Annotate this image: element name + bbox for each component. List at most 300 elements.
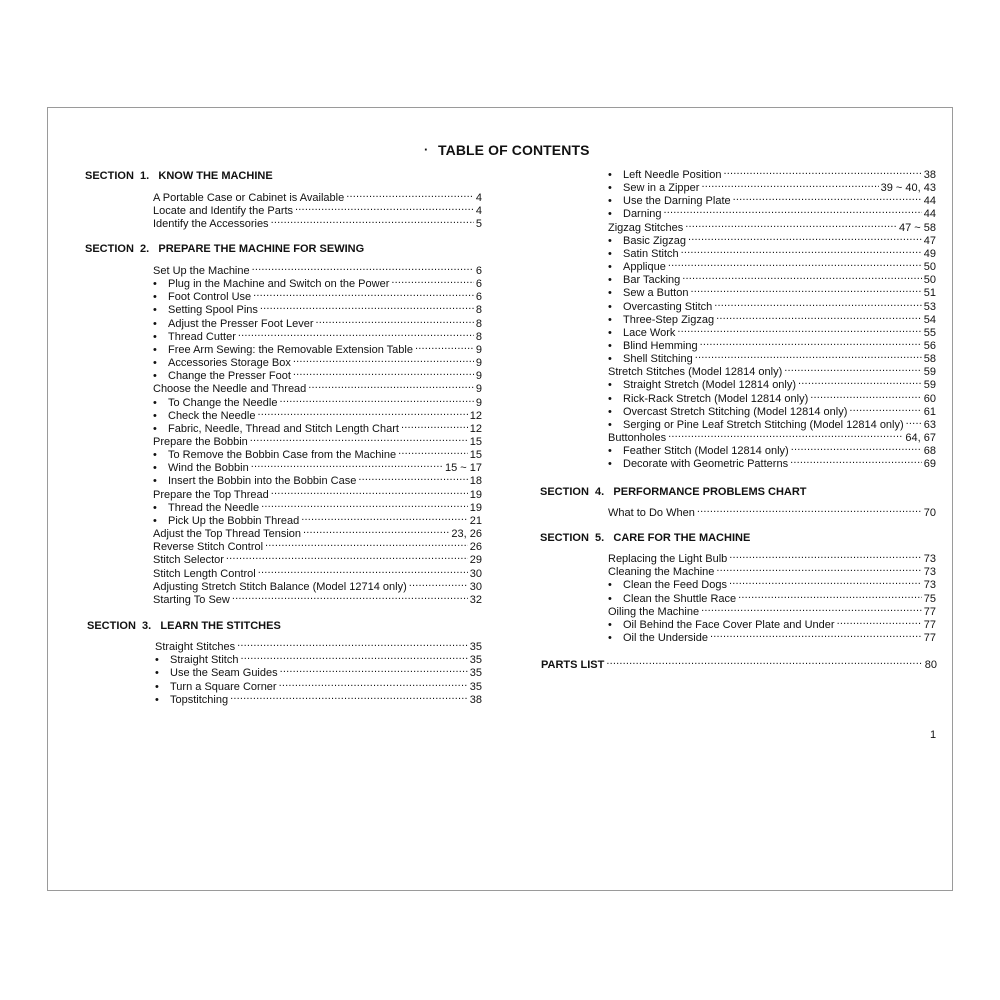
toc-entry[interactable]	[153, 473, 482, 486]
dot-leader	[716, 564, 921, 575]
toc-entry-label: Set Up the Machine	[153, 265, 250, 277]
toc-entry[interactable]	[155, 639, 482, 652]
toc-entry[interactable]	[155, 652, 482, 665]
toc-entry-label: Cleaning the Machine	[608, 566, 715, 579]
toc-entry-page: 15	[469, 449, 482, 462]
bullet-icon: •	[608, 631, 612, 644]
toc-entry-page: 26	[469, 541, 482, 554]
toc-entry[interactable]	[608, 325, 936, 338]
section-heading-3: SECTION 3. LEARN THE STITCHES	[87, 620, 281, 632]
dot-leader	[279, 395, 473, 406]
toc-entry-page: 8	[475, 330, 482, 343]
bullet-icon: •	[155, 680, 159, 693]
bullet-icon: •	[155, 693, 159, 706]
toc-entry[interactable]	[153, 263, 482, 276]
toc-entry[interactable]	[608, 206, 936, 219]
toc-entry[interactable]	[608, 312, 936, 325]
toc-entry-label: To Remove the Bobbin Case from the Machine	[168, 449, 397, 462]
toc-entry-page: 53	[923, 300, 936, 313]
bullet-icon: •	[608, 208, 612, 221]
dot-leader	[798, 377, 922, 388]
toc-entry[interactable]	[608, 630, 936, 643]
toc-entry-page: 4	[475, 192, 482, 204]
toc-entry-label: Left Needle Position	[623, 169, 722, 181]
toc-entry-label: Use the Darning Plate	[623, 195, 731, 208]
toc-entry[interactable]	[608, 259, 936, 272]
dot-leader	[401, 421, 468, 432]
toc-entry[interactable]	[153, 368, 482, 381]
toc-entry-page: 30	[469, 567, 482, 580]
toc-entry[interactable]	[153, 552, 482, 565]
toc-entry[interactable]	[155, 692, 482, 705]
toc-entry-label: Starting To Sew	[153, 593, 230, 606]
dot-leader	[250, 434, 468, 445]
toc-entry-label: Change the Presser Foot	[168, 370, 291, 383]
toc-entry-page: 59	[923, 379, 936, 392]
toc-entry[interactable]	[155, 665, 482, 678]
toc-entry-page: 35	[469, 680, 482, 693]
bullet-icon: •	[608, 169, 612, 181]
dot-leader	[230, 692, 468, 703]
toc-entry[interactable]	[153, 434, 482, 447]
toc-entry[interactable]	[608, 577, 936, 590]
toc-entry[interactable]	[153, 592, 482, 605]
bullet-icon: •	[608, 326, 612, 339]
toc-entry[interactable]	[608, 299, 936, 312]
page-number: 1	[930, 729, 937, 741]
bullet-icon: •	[153, 475, 157, 488]
bullet-icon: •	[608, 300, 612, 313]
toc-entry-label: Adjusting Stretch Stitch Balance (Model 12714 only)	[153, 580, 407, 593]
toc-entry-label: Setting Spool Pins	[168, 304, 258, 317]
dot-leader	[733, 193, 922, 204]
toc-entry[interactable]	[608, 456, 936, 469]
toc-entry[interactable]	[153, 500, 482, 513]
toc-entry-page: 4	[475, 205, 482, 218]
toc-entry[interactable]	[608, 285, 936, 298]
dot-leader	[697, 505, 922, 516]
toc-entry-label: Thread Cutter	[168, 330, 236, 343]
toc-entry-page: 60	[923, 392, 936, 405]
toc-entry[interactable]	[608, 377, 936, 390]
toc-entry-label: Oil the Underside	[623, 631, 708, 644]
dot-leader	[790, 456, 922, 467]
title-mark: ·	[424, 142, 429, 157]
toc-entry-label: What to Do When	[608, 507, 695, 519]
bullet-icon: •	[608, 418, 612, 431]
toc-entry-page: 9	[475, 383, 482, 396]
toc-entry[interactable]	[608, 604, 936, 617]
toc-entry-page: 68	[923, 445, 936, 458]
bullet-icon: •	[608, 579, 612, 592]
dot-leader	[303, 526, 449, 537]
bullet-icon: •	[608, 247, 612, 260]
toc-entry[interactable]	[153, 355, 482, 368]
bullet-icon: •	[608, 405, 612, 418]
toc-entry-label: Thread the Needle	[168, 501, 260, 514]
dot-leader	[271, 216, 474, 227]
toc-entry-label: Straight Stitches	[155, 641, 236, 653]
dot-leader	[265, 539, 468, 550]
dot-leader	[791, 443, 922, 454]
bullet-icon: •	[608, 340, 612, 352]
toc-entry-page: 19	[469, 501, 482, 514]
toc-entry[interactable]	[153, 329, 482, 342]
toc-entry[interactable]	[608, 404, 936, 417]
bullet-icon: •	[608, 313, 612, 326]
toc-entry[interactable]	[608, 430, 936, 443]
toc-entry[interactable]	[608, 417, 936, 430]
dot-leader	[409, 579, 468, 590]
toc-entry-page: 35	[469, 667, 482, 680]
toc-entry-page: 32	[469, 593, 482, 606]
dot-leader	[391, 276, 474, 287]
toc-entry-page: 15	[469, 436, 482, 448]
dot-leader	[701, 604, 922, 615]
toc-entry-label: Feather Stitch (Model 12814 only)	[623, 445, 789, 458]
toc-entry-label: Stitch Selector	[153, 554, 224, 567]
dot-leader	[906, 417, 922, 428]
bullet-icon: •	[153, 422, 157, 435]
toc-entry-label: Check the Needle	[168, 409, 256, 422]
toc-entry-label: Plug in the Machine and Switch on the Power	[168, 278, 390, 291]
toc-entry[interactable]	[608, 443, 936, 456]
toc-entry-page: 73	[923, 566, 936, 579]
toc-entry-label: Shell Stitching	[623, 353, 693, 366]
toc-entry-page: 18	[469, 475, 482, 488]
bullet-icon: •	[153, 370, 157, 383]
toc-entry-page: 8	[475, 304, 482, 317]
bullet-icon: •	[608, 234, 612, 247]
toc-entry[interactable]	[153, 539, 482, 552]
toc-entry-page: 64, 67	[905, 432, 936, 444]
bullet-icon: •	[608, 458, 612, 471]
dot-leader	[280, 665, 468, 676]
toc-entry-label: Darning	[623, 208, 662, 221]
bullet-icon: •	[153, 317, 157, 330]
toc-entry-page: 69	[923, 458, 936, 471]
section-heading-5: SECTION 5. CARE FOR THE MACHINE	[540, 532, 751, 544]
toc-entry-page: 73	[923, 579, 936, 592]
toc-entry-label: Straight Stretch (Model 12814 only)	[623, 379, 797, 392]
toc-entry[interactable]	[153, 216, 482, 229]
toc-entry-page: 35	[469, 641, 482, 653]
toc-entry-page: 50	[923, 261, 936, 274]
toc-entry-label: Wind the Bobbin	[168, 462, 249, 475]
dot-leader	[685, 220, 897, 231]
dot-leader	[232, 592, 468, 603]
toc-entry[interactable]	[608, 617, 936, 630]
toc-entry-page: 9	[475, 357, 482, 370]
dot-leader	[301, 513, 467, 524]
dot-leader	[723, 167, 921, 178]
bullet-icon: •	[153, 396, 157, 409]
dot-leader	[293, 368, 474, 379]
toc-entry-page: 6	[475, 265, 482, 277]
toc-entry-label: Reverse Stitch Control	[153, 541, 264, 554]
dot-leader	[238, 329, 474, 340]
parts-list-entry[interactable]: PARTS LIST ..... 80	[541, 657, 937, 670]
dot-leader	[253, 289, 474, 300]
dot-leader	[252, 263, 474, 274]
toc-entry-page: 77	[923, 631, 936, 644]
toc-entry-page: 50	[923, 274, 936, 287]
toc-entry-page: 56	[923, 340, 936, 352]
dot-leader	[695, 351, 922, 362]
toc-entry-page: 44	[923, 195, 936, 208]
bullet-icon: •	[153, 291, 157, 304]
dot-leader	[714, 299, 921, 310]
bullet-icon: •	[608, 195, 612, 208]
bullet-icon: •	[153, 449, 157, 462]
toc-entry[interactable]	[153, 190, 482, 203]
toc-entry-page: 55	[923, 326, 936, 339]
toc-entry-label: Applique	[623, 261, 666, 274]
dot-leader	[240, 652, 467, 663]
toc-entry-label: Pick Up the Bobbin Thread	[168, 514, 300, 527]
toc-entry-label: Zigzag Stitches	[608, 221, 684, 234]
toc-entry-label: Insert the Bobbin into the Bobbin Case	[168, 475, 357, 488]
toc-entry-label: Prepare the Top Thread	[153, 488, 269, 501]
toc-entry[interactable]	[608, 246, 936, 259]
toc-entry-page: 54	[923, 313, 936, 326]
toc-entry-page: 49	[923, 247, 936, 260]
dot-leader	[237, 639, 468, 650]
dot-leader	[251, 460, 443, 471]
toc-entry-label: Sew in a Zipper	[623, 182, 700, 195]
toc-entry[interactable]	[608, 591, 936, 604]
toc-entry-label: Oiling the Machine	[608, 605, 700, 618]
toc-entry-label: Stretch Stitches (Model 12814 only)	[608, 366, 783, 379]
toc-entry-label: To Change the Needle	[168, 396, 278, 409]
bullet-icon: •	[155, 654, 159, 667]
dot-leader	[729, 577, 922, 588]
bullet-icon: •	[153, 514, 157, 527]
dot-leader	[688, 233, 922, 244]
toc-entry-page: 9	[475, 396, 482, 409]
toc-entry-page: 19	[469, 488, 482, 501]
dot-leader	[677, 325, 921, 336]
bullet-icon: •	[153, 278, 157, 291]
toc-entry-label: Overcasting Stitch	[623, 300, 713, 313]
toc-entry-page: 12	[469, 422, 482, 435]
dot-leader	[398, 447, 468, 458]
dot-leader	[261, 500, 468, 511]
dot-leader	[664, 206, 922, 217]
bullet-icon: •	[153, 343, 157, 356]
dot-leader	[316, 316, 474, 327]
toc-entry-label: Clean the Feed Dogs	[623, 579, 727, 592]
toc-entry[interactable]	[155, 679, 482, 692]
toc-entry[interactable]	[608, 193, 936, 206]
toc-entry-label: Fabric, Needle, Thread and Stitch Length Chart	[168, 422, 399, 435]
bullet-icon: •	[153, 357, 157, 370]
toc-entry[interactable]	[608, 391, 936, 404]
toc-entry-label: Lace Work	[623, 326, 676, 339]
toc-entry[interactable]	[153, 526, 482, 539]
toc-entry-label: Bar Tacking	[623, 274, 681, 287]
toc-entry-page: 44	[923, 208, 936, 221]
dot-leader	[257, 408, 467, 419]
dot-leader	[279, 679, 468, 690]
page-title: TABLE OF CONTENTS	[438, 142, 590, 158]
toc-entry-page: 70	[923, 507, 936, 519]
toc-entry[interactable]	[608, 233, 936, 246]
dot-leader	[668, 259, 922, 270]
bullet-icon: •	[608, 261, 612, 274]
bullet-icon: •	[153, 501, 157, 514]
toc-entry[interactable]	[608, 167, 936, 180]
dot-leader	[837, 617, 922, 628]
dot-leader	[308, 381, 474, 392]
dot-leader	[293, 355, 474, 366]
toc-entry-page: 58	[923, 353, 936, 366]
toc-entry[interactable]	[608, 220, 936, 233]
toc-entry-label: Decorate with Geometric Patterns	[623, 458, 789, 471]
toc-entry-label: Replacing the Light Bulb	[608, 553, 728, 565]
toc-entry-label: Serging or Pine Leaf Stretch Stitching (Model 12814 only)	[623, 418, 904, 431]
toc-entry[interactable]	[153, 487, 482, 500]
toc-entry-page: 59	[923, 366, 936, 379]
toc-entry-page: 38	[469, 693, 482, 706]
toc-entry-page: 77	[923, 605, 936, 618]
bullet-icon: •	[153, 330, 157, 343]
toc-entry-page: 77	[923, 618, 936, 631]
toc-entry-label: Identify the Accessories	[153, 218, 269, 231]
dot-leader	[295, 203, 474, 214]
toc-entry[interactable]	[153, 302, 482, 315]
dot-leader	[271, 487, 468, 498]
toc-entry-page: 8	[475, 317, 482, 330]
dot-leader	[681, 246, 922, 257]
toc-entry[interactable]	[153, 513, 482, 526]
dot-leader	[716, 312, 922, 323]
toc-entry-label: Rick-Rack Stretch (Model 12814 only)	[623, 392, 809, 405]
toc-entry-label: Clean the Shuttle Race	[623, 592, 737, 605]
toc-entry[interactable]	[153, 276, 482, 289]
toc-entry[interactable]	[608, 551, 936, 564]
toc-entry-page: 5	[475, 218, 482, 231]
dot-leader	[701, 180, 878, 191]
toc-entry-page: 73	[923, 553, 936, 565]
bullet-icon: •	[608, 182, 612, 195]
dot-leader	[358, 473, 467, 484]
toc-entry[interactable]	[153, 447, 482, 460]
toc-entry-label: Use the Seam Guides	[170, 667, 278, 680]
toc-entry[interactable]	[153, 579, 482, 592]
toc-entry-page: 61	[923, 405, 936, 418]
bullet-icon: •	[608, 287, 612, 300]
toc-entry[interactable]	[153, 395, 482, 408]
toc-entry[interactable]	[153, 316, 482, 329]
bullet-icon: •	[608, 618, 612, 631]
toc-entry-label: Three-Step Zigzag	[623, 313, 715, 326]
toc-entry[interactable]	[153, 342, 482, 355]
toc-entry-label: Choose the Needle and Thread	[153, 383, 307, 396]
toc-entry-label: Overcast Stretch Stitching (Model 12814 only)	[623, 405, 848, 418]
toc-entry-page: 75	[923, 592, 936, 605]
toc-entry-page: 30	[469, 580, 482, 593]
toc-entry[interactable]	[153, 421, 482, 434]
bullet-icon: •	[153, 304, 157, 317]
toc-entry-label: Satin Stitch	[623, 247, 679, 260]
dot-leader	[784, 364, 921, 375]
dot-leader	[682, 272, 921, 283]
toc-entry-page: 38	[923, 169, 936, 181]
toc-entry[interactable]	[608, 505, 936, 518]
toc-entry-label: Oil Behind the Face Cover Plate and Under	[623, 618, 835, 631]
toc-entry-page: 51	[923, 287, 936, 300]
dot-leader	[260, 302, 474, 313]
dot-leader	[738, 591, 922, 602]
toc-entry-page: 29	[469, 554, 482, 567]
toc-entry-page: 35	[469, 654, 482, 667]
dot-leader	[258, 566, 468, 577]
bullet-icon: •	[608, 379, 612, 392]
toc-entry-label: Prepare the Bobbin	[153, 436, 248, 448]
toc-entry[interactable]	[608, 351, 936, 364]
toc-entry-label: Locate and Identify the Parts	[153, 205, 294, 218]
toc-entry[interactable]	[608, 338, 936, 351]
dot-leader	[226, 552, 468, 563]
bullet-icon: •	[608, 392, 612, 405]
toc-entry-label: Straight Stitch	[170, 654, 239, 667]
toc-entry-label: Sew a Button	[623, 287, 689, 300]
toc-entry[interactable]	[153, 460, 482, 473]
toc-entry-page: 47	[923, 234, 936, 247]
bullet-icon: •	[608, 274, 612, 287]
toc-entry[interactable]	[153, 289, 482, 302]
toc-entry-label: Free Arm Sewing: the Removable Extension Table	[168, 343, 413, 356]
dot-leader	[346, 190, 474, 201]
toc-entry-label: Blind Hemming	[623, 340, 698, 352]
toc-entry-label: Buttonholes	[608, 432, 667, 444]
dot-leader	[668, 430, 903, 441]
toc-entry-page: 9	[475, 370, 482, 383]
dot-leader	[729, 551, 922, 562]
toc-entry[interactable]	[608, 272, 936, 285]
toc-entry[interactable]	[153, 203, 482, 216]
toc-entry[interactable]	[153, 381, 482, 394]
toc-entry[interactable]	[153, 408, 482, 421]
toc-entry[interactable]	[608, 180, 936, 193]
bullet-icon: •	[155, 667, 159, 680]
toc-entry-page: 15 ~ 17	[444, 462, 482, 475]
toc-entry-page: 23, 26	[451, 528, 482, 540]
dot-leader	[700, 338, 922, 349]
toc-entry-label: Stitch Length Control	[153, 567, 256, 580]
toc-entry-label: Turn a Square Corner	[170, 680, 277, 693]
toc-entry-page: 39 ~ 40, 43	[880, 182, 936, 195]
section-heading-4: SECTION 4. PERFORMANCE PROBLEMS CHART	[540, 486, 807, 498]
toc-entry-label: Accessories Storage Box	[168, 357, 291, 370]
toc-entry-page: 6	[475, 291, 482, 304]
dot-leader	[690, 285, 921, 296]
toc-entry[interactable]	[153, 566, 482, 579]
toc-entry-label: Topstitching	[170, 693, 229, 706]
section-heading-2: SECTION 2. PREPARE THE MACHINE FOR SEWING	[85, 243, 365, 255]
dot-leader	[710, 630, 922, 641]
bullet-icon: •	[608, 592, 612, 605]
toc-entry-label: A Portable Case or Cabinet is Available	[153, 192, 345, 204]
toc-entry[interactable]	[608, 364, 936, 377]
toc-entry-page: 63	[923, 418, 936, 431]
bullet-icon: •	[153, 462, 157, 475]
toc-entry[interactable]	[608, 564, 936, 577]
bullet-icon: •	[608, 353, 612, 366]
bullet-icon: •	[153, 409, 157, 422]
dot-leader	[810, 391, 922, 402]
